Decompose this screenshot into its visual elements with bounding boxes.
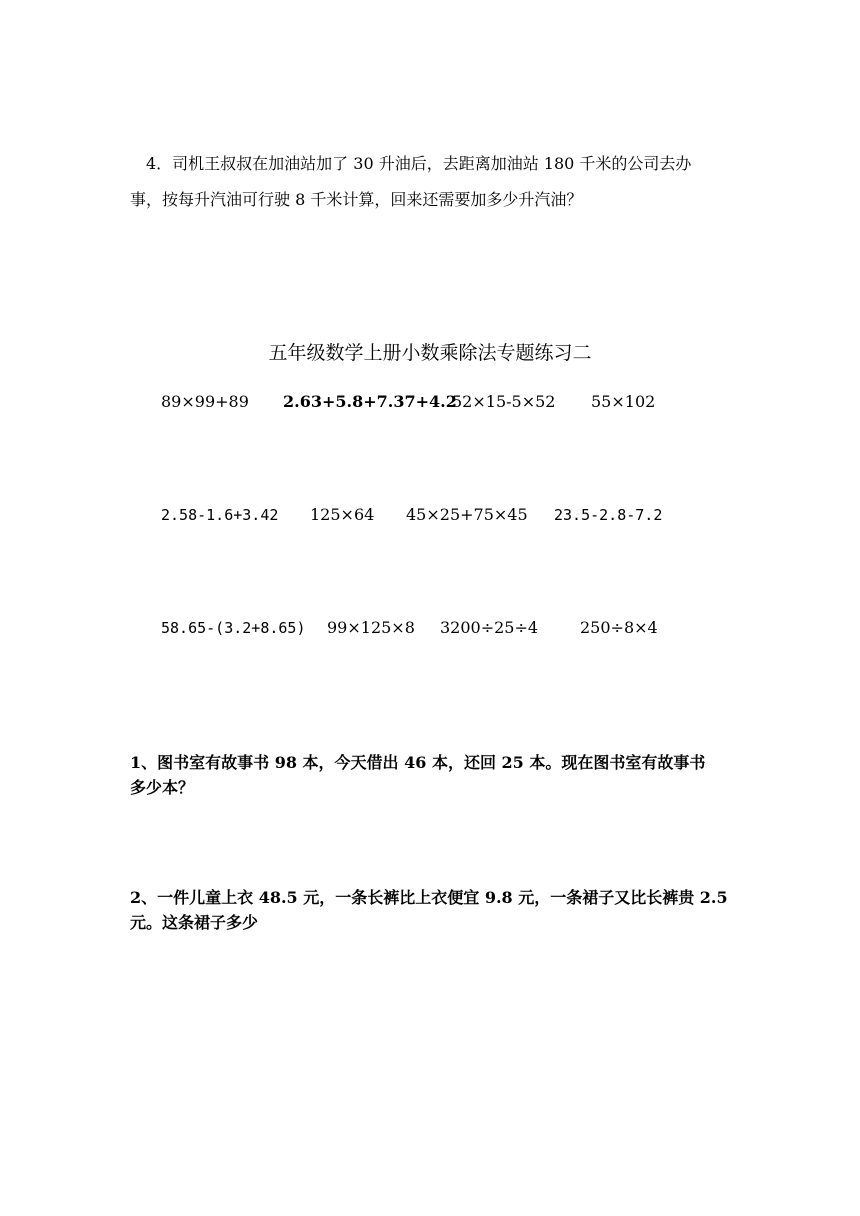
word-problem-line: 1、图书室有故事书 98 本，今天借出 46 本，还回 25 本。现在图书室有故事书 <box>130 753 706 772</box>
word-problem-line: 元。这条裙子多少 <box>130 913 259 932</box>
word-problem-line: 多少本？ <box>130 778 195 797</box>
calc-expression: 250÷8×4 <box>580 618 658 637</box>
section-title: 五年级数学上册小数乘除法专题练习二 <box>268 342 592 364</box>
calc-expression: 125×64 <box>310 505 375 524</box>
calc-expression: 2.63+5.8+7.37+4.2 <box>283 392 457 411</box>
calc-expression: 3200÷25÷4 <box>440 618 539 637</box>
calc-expression: 52×15-5×52 <box>452 392 556 411</box>
calc-expression: 2.58-1.6+3.42 <box>161 506 279 524</box>
calc-expression: 23.5-2.8-7.2 <box>554 506 663 524</box>
calc-expression: 55×102 <box>591 392 656 411</box>
calc-expression: 45×25+75×45 <box>406 505 528 524</box>
question-4-line-1: 4．司机王叔叔在加油站加了 30 升油后，去距离加油站 180 千米的公司去办 <box>146 154 692 173</box>
calc-expression: 89×99+89 <box>161 392 249 411</box>
calc-expression: 99×125×8 <box>327 618 415 637</box>
calc-expression: 58.65-(3.2+8.65) <box>161 619 306 637</box>
word-problem-2 <box>130 885 740 935</box>
question-4-line-2: 事，按每升汽油可行驶 8 千米计算，回来还需要加多少升汽油？ <box>130 190 583 209</box>
word-problem-line: 2、一件儿童上衣 48.5 元，一条长裤比上衣便宜 9.8 元，一条裙子又比长裤贵 2.5 <box>130 888 728 907</box>
word-problem-1 <box>130 750 740 800</box>
